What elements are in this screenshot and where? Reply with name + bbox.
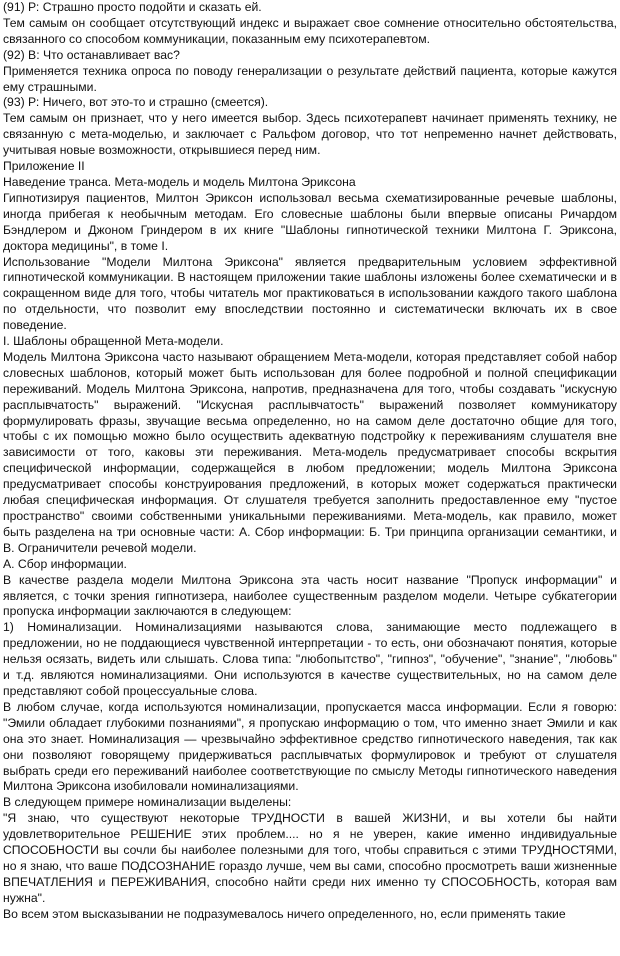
commentary-paragraph: Тем самым он признает, что у него имеется выбор. Здесь психотерапевт начинает применять технику, не связанную с мета-моделью, и заключает с Ральфом договор, что тот непременно начнет действовать, учитывая новые возможности, открывшиеся перед ним. (3, 111, 617, 158)
subsection-heading: А. Сбор информации. (3, 556, 127, 571)
body-paragraph: Во всем этом высказывании не подразумевалось ничего определенного, но, если применять такие (3, 906, 566, 921)
body-paragraph: В любом случае, когда используются номинализации, пропускается масса информации. Если я говорю: "Эмили обладает глубокими познаниями", я пропускаю информацию о том, что именно знает Эмили и как она это знает. Номинализация — чрезвычайно эффективное средство гипнотического наведения, так как они позволяют говорящему придерживаться расплывчатых формулировок и требуют от слушателя выбрать среди его переживаний наиболее соответствующие по смыслу Методы гипнотического наведения Милтона Эриксона изобиловали номинализациями. (3, 699, 617, 794)
appendix-heading: Приложение II (3, 159, 85, 174)
dialogue-line-93: (93) Р: Ничего, вот это-то и страшно (смеется). (3, 95, 269, 110)
appendix-subtitle: Наведение транса. Мета-модель и модель Милтона Эриксона (3, 174, 356, 189)
dialogue-line-92: (92) В: Что останавливает вас? (3, 47, 180, 62)
commentary-paragraph: Тем самым он сообщает отсутствующий индекс и выражает свое сомнение относительно обстоятельства, связанного со способом коммуникации, показанным ему психотерапевтом. (3, 15, 617, 46)
commentary-paragraph: Применяется техника опроса по поводу генерализации о результате действий пациента, которые кажутся ему страшными. (3, 63, 617, 94)
body-paragraph: Модель Милтона Эриксона часто называют обращением Мета-модели, которая представляет собой набор словесных шаблонов, который может быть использован для более подробной и полной спецификации переживаний. Модель Милтона Эриксона, напротив, предназначена для того, чтобы создавать "искусную расплывчатость" выражений. "Искусная расплывчатость" выражений позволяет коммуникатору формулировать фразы, звучащие весьма определенно, но на самом деле достаточно общие для того, чтобы с их помощью можно было осуществить адекватную подстройку к переживаниям слушателя вне зависимости от того, каковы эти переживания. Мета-модель предусматривает способы вскрытия специфической информации, содержащейся в любом предложении; модель Милтона Эриксона предусматривает способы конструирования предложений, в которых может содержаться практически любая специфическая информация. От слушателя требуется заполнить предоставленное ему "пустое пространство" своими собственными уникальными переживаниями. Мета-модель, как правило, может быть разделена на три основные части: А. Сбор информации: Б. Три принципа организации семантики, и В. Ограничители речевой модели. (3, 349, 617, 555)
body-paragraph: Гипнотизируя пациентов, Милтон Эриксон использовал весьма схематизированные речевые шаблоны, иногда прибегая к необычным методам. Его словесные шаблоны были впервые описаны Ричардом Бэндлером и Джоном Гриндером в их книге "Шаблоны гипнотической техники Милтона Г. Эриксона, доктора медицины", в томе I. (3, 190, 617, 253)
example-quote: "Я знаю, что существуют некоторые ТРУДНОСТИ в вашей ЖИЗНИ, и вы хотели бы найти удовлетворительное РЕШЕНИЕ этих проблем.... но я не уверен, какие именно индивидуальные СПОСОБНОСТИ вы сочли бы наиболее полезными для того, чтобы справиться с этими ТРУДНОСТЯМИ, но я знаю, что ваше ПОДСОЗНАНИЕ гораздо лучше, чем вы сами, способно просмотреть ваши жизненные ВПЕЧАТЛЕНИЯ и ПЕРЕЖИВАНИЯ, способно найти среди них именно ту СПОСОБНОСТЬ, которая вам нужна". (3, 811, 617, 905)
body-paragraph: В следующем примере номинализации выделены: (3, 795, 292, 810)
section-heading: I. Шаблоны обращенной Мета-модели. (3, 334, 224, 349)
dialogue-line-91: (91) Р: Страшно просто подойти и сказать ей. (3, 0, 262, 14)
body-paragraph: Использование "Модели Милтона Эриксона" является предварительным условием эффективной гипнотической коммуникации. В настоящем приложении такие шаблоны изложены более схематически и в сокращенном виде для того, чтобы читатель мог практиковаться в использовании каждого такого шаблона по отдельности, что позволит ему впоследствии постоянно и систематически включать их в свое поведение. (3, 254, 617, 333)
body-paragraph: В качестве раздела модели Милтона Эриксона эта часть носит название "Пропуск информации" и является, с точки зрения гипнотизера, наиболее существенным разделом модели. Четыре субкатегории пропуска информации заключаются в следующем: (3, 572, 617, 619)
body-paragraph: 1) Номинализации. Номинализациями называются слова, занимающие место подлежащего в предложении, но не поддающиеся чувственной интерпретации - то есть, они обозначают понятия, которые нельзя осязать, видеть или слышать. Слова типа: "любопытство", "гипноз", "обучение", "знание", "любовь" и т.д. являются номинализациями. Они используются в качестве существительных, но на самом деле представляют собой процессуальные слова. (3, 620, 617, 698)
